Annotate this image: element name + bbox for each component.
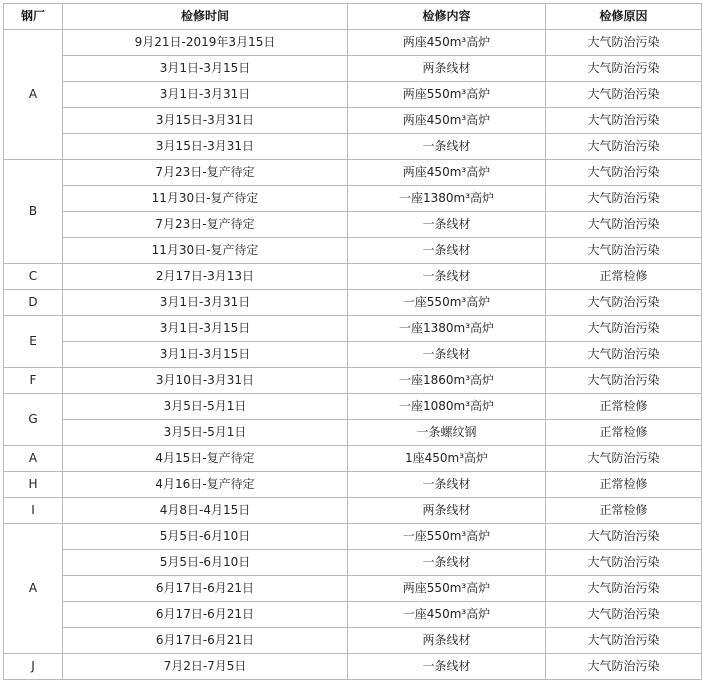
time-cell: 3月1日-3月31日	[63, 82, 348, 108]
reason-cell: 大气防治污染	[546, 108, 702, 134]
reason-cell: 大气防治污染	[546, 602, 702, 628]
reason-cell: 大气防治污染	[546, 238, 702, 264]
content-cell: 一座550m³高炉	[348, 290, 546, 316]
table-header-row	[4, 4, 702, 30]
table-row	[4, 56, 702, 82]
mill-cell: D	[4, 290, 63, 316]
content-cell: 一条线材	[348, 264, 546, 290]
time-cell: 3月1日-3月15日	[63, 56, 348, 82]
content-cell: 两座450m³高炉	[348, 30, 546, 56]
mill-cell: F	[4, 368, 63, 394]
time-cell: 3月15日-3月31日	[63, 134, 348, 160]
maintenance-table-container	[3, 3, 702, 680]
content-cell: 一条线材	[348, 342, 546, 368]
table-row	[4, 238, 702, 264]
header-reason: 检修原因	[546, 4, 702, 30]
mill-cell: G	[4, 394, 63, 446]
content-cell: 一座450m³高炉	[348, 602, 546, 628]
reason-cell: 大气防治污染	[546, 186, 702, 212]
table-row	[4, 550, 702, 576]
content-cell: 一条线材	[348, 550, 546, 576]
table-row	[4, 290, 702, 316]
reason-cell: 大气防治污染	[546, 368, 702, 394]
time-cell: 5月5日-6月10日	[63, 550, 348, 576]
mill-cell: A	[4, 524, 63, 654]
time-cell: 4月15日-复产待定	[63, 446, 348, 472]
time-cell: 4月16日-复产待定	[63, 472, 348, 498]
table-row	[4, 446, 702, 472]
reason-cell: 正常检修	[546, 394, 702, 420]
table-row	[4, 654, 702, 680]
table-row	[4, 368, 702, 394]
reason-cell: 正常检修	[546, 420, 702, 446]
content-cell: 两座550m³高炉	[348, 82, 546, 108]
time-cell: 5月5日-6月10日	[63, 524, 348, 550]
content-cell: 一条线材	[348, 238, 546, 264]
time-cell: 3月15日-3月31日	[63, 108, 348, 134]
content-cell: 两条线材	[348, 498, 546, 524]
content-cell: 两条线材	[348, 628, 546, 654]
mill-cell: A	[4, 446, 63, 472]
time-cell: 4月8日-4月15日	[63, 498, 348, 524]
time-cell: 6月17日-6月21日	[63, 628, 348, 654]
time-cell: 9月21日-2019年3月15日	[63, 30, 348, 56]
reason-cell: 大气防治污染	[546, 134, 702, 160]
reason-cell: 大气防治污染	[546, 212, 702, 238]
time-cell: 11月30日-复产待定	[63, 186, 348, 212]
content-cell: 1座450m³高炉	[348, 446, 546, 472]
table-row	[4, 628, 702, 654]
table-row	[4, 342, 702, 368]
header-content: 检修内容	[348, 4, 546, 30]
table-row	[4, 472, 702, 498]
time-cell: 11月30日-复产待定	[63, 238, 348, 264]
table-row	[4, 134, 702, 160]
mill-cell: B	[4, 160, 63, 264]
reason-cell: 大气防治污染	[546, 628, 702, 654]
time-cell: 7月23日-复产待定	[63, 160, 348, 186]
content-cell: 一座1860m³高炉	[348, 368, 546, 394]
table-row	[4, 212, 702, 238]
mill-cell: J	[4, 654, 63, 680]
content-cell: 一条线材	[348, 472, 546, 498]
content-cell: 两条线材	[348, 56, 546, 82]
reason-cell: 大气防治污染	[546, 160, 702, 186]
content-cell: 两座450m³高炉	[348, 160, 546, 186]
reason-cell: 大气防治污染	[546, 290, 702, 316]
time-cell: 2月17日-3月13日	[63, 264, 348, 290]
table-row	[4, 394, 702, 420]
mill-cell: I	[4, 498, 63, 524]
time-cell: 6月17日-6月21日	[63, 602, 348, 628]
table-row	[4, 264, 702, 290]
table-row	[4, 576, 702, 602]
maintenance-schedule-table	[3, 3, 702, 680]
table-body	[4, 30, 702, 680]
reason-cell: 大气防治污染	[546, 576, 702, 602]
table-row	[4, 420, 702, 446]
mill-cell: H	[4, 472, 63, 498]
table-row	[4, 82, 702, 108]
content-cell: 两座550m³高炉	[348, 576, 546, 602]
content-cell: 一座550m³高炉	[348, 524, 546, 550]
reason-cell: 大气防治污染	[546, 316, 702, 342]
content-cell: 一座1080m³高炉	[348, 394, 546, 420]
mill-cell: E	[4, 316, 63, 368]
table-row	[4, 160, 702, 186]
time-cell: 6月17日-6月21日	[63, 576, 348, 602]
content-cell: 一座1380m³高炉	[348, 186, 546, 212]
reason-cell: 大气防治污染	[546, 56, 702, 82]
table-row	[4, 316, 702, 342]
content-cell: 一条线材	[348, 212, 546, 238]
content-cell: 一座1380m³高炉	[348, 316, 546, 342]
time-cell: 3月5日-5月1日	[63, 394, 348, 420]
mill-cell: A	[4, 30, 63, 160]
reason-cell: 正常检修	[546, 264, 702, 290]
time-cell: 3月5日-5月1日	[63, 420, 348, 446]
time-cell: 3月1日-3月15日	[63, 342, 348, 368]
header-mill: 钢厂	[4, 4, 63, 30]
reason-cell: 大气防治污染	[546, 524, 702, 550]
reason-cell: 大气防治污染	[546, 30, 702, 56]
table-row	[4, 30, 702, 56]
reason-cell: 大气防治污染	[546, 446, 702, 472]
content-cell: 一条线材	[348, 654, 546, 680]
time-cell: 7月23日-复产待定	[63, 212, 348, 238]
reason-cell: 大气防治污染	[546, 550, 702, 576]
time-cell: 7月2日-7月5日	[63, 654, 348, 680]
content-cell: 两座450m³高炉	[348, 108, 546, 134]
mill-cell: C	[4, 264, 63, 290]
header-time: 检修时间	[63, 4, 348, 30]
table-row	[4, 186, 702, 212]
time-cell: 3月1日-3月31日	[63, 290, 348, 316]
reason-cell: 大气防治污染	[546, 82, 702, 108]
reason-cell: 大气防治污染	[546, 654, 702, 680]
reason-cell: 大气防治污染	[546, 342, 702, 368]
content-cell: 一条螺纹钢	[348, 420, 546, 446]
time-cell: 3月1日-3月15日	[63, 316, 348, 342]
reason-cell: 正常检修	[546, 472, 702, 498]
time-cell: 3月10日-3月31日	[63, 368, 348, 394]
reason-cell: 正常检修	[546, 498, 702, 524]
table-row	[4, 602, 702, 628]
table-row	[4, 108, 702, 134]
content-cell: 一条线材	[348, 134, 546, 160]
table-row	[4, 524, 702, 550]
table-row	[4, 498, 702, 524]
